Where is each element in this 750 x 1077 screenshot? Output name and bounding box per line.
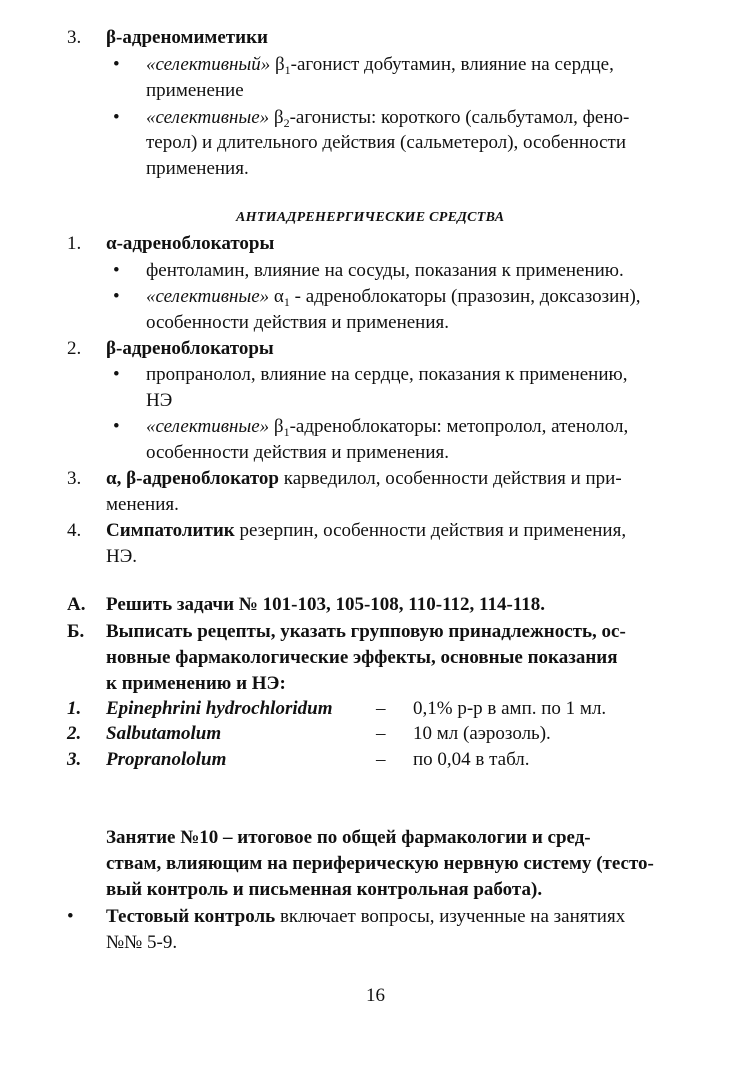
bullet-text: фентоламин, влияние на сосуды, показания к применению. [146, 260, 624, 281]
rx-dash: – [376, 698, 386, 719]
page-number: 16 [366, 985, 385, 1006]
task-text-cont: к применению и НЭ: [106, 673, 286, 694]
item-text: Симпатолитик резерпин, особенности действия и применения, [106, 520, 627, 541]
bullet-text: пропранолол, влияние на сердце, показания к применению, [146, 364, 628, 385]
section-title: β-адреномиметики [106, 27, 268, 48]
bullet-text: «селективные» $\beta_1$-адреноблокаторы: метопролол, атенолол, [146, 416, 629, 439]
bullet-text-cont: особенности действия и применения. [146, 442, 449, 463]
rx-dose: 0,1% р-р в амп. по 1 мл. [413, 698, 607, 719]
item-number: 2. [67, 338, 82, 359]
rx-drug-name: Propranololum [106, 749, 227, 770]
task-text-cont: новные фармакологические эффекты, основные показания [106, 647, 618, 668]
bullet-text-cont: НЭ [146, 390, 173, 411]
bullet-text-cont: применение [146, 80, 244, 101]
bullet-icon: • [113, 107, 120, 128]
item-title: α-адреноблокаторы [106, 233, 275, 254]
rx-dose: 10 мл (аэрозоль). [413, 723, 551, 744]
item-title: β-адреноблокаторы [106, 338, 274, 359]
bullet-text-cont: особенности действия и применения. [146, 312, 449, 333]
bullet-text-cont: №№ 5-9. [106, 932, 178, 953]
rx-number: 2. [67, 723, 82, 744]
bullet-text: Тестовый контроль включает вопросы, изученные на занятиях [106, 906, 626, 927]
lesson-title-cont: вый контроль и письменная контрольная работа). [106, 879, 543, 900]
bullet-text-cont: терол) и длительного действия (сальметерол), особенности [146, 132, 626, 153]
bullet-icon: • [113, 54, 120, 75]
lesson-title-cont: ствам, влияющим на периферическую нервную систему (тесто- [106, 853, 654, 874]
item-number: 4. [67, 520, 82, 541]
rx-dash: – [376, 749, 386, 770]
rx-drug-name: Epinephrini hydrochloridum [106, 698, 333, 719]
task-letter: А. [67, 594, 86, 615]
rx-number: 1. [67, 698, 82, 719]
task-text: Выписать рецепты, указать групповую принадлежность, ос- [106, 621, 626, 642]
item-text: α, β-адреноблокатор карведилол, особенности действия и при- [106, 468, 622, 489]
bullet-icon: • [113, 416, 120, 437]
item-text-cont: НЭ. [106, 546, 138, 567]
bullet-text: «селективный» $\beta_1$-агонист добутамин, влияние на сердце, [146, 54, 614, 77]
bullet-text: «селективные» $\alpha_1$ - адреноблокаторы (празозин, доксазозин), [146, 286, 641, 309]
section-header: АНТИАДРЕНЕРГИЧЕСКИЕ СРЕДСТВА [236, 210, 505, 225]
rx-dose: по 0,04 в табл. [413, 749, 530, 770]
item-number: 1. [67, 233, 82, 254]
task-letter: Б. [67, 621, 85, 642]
rx-dash: – [376, 723, 386, 744]
bullet-text: «селективные» $\beta_2$-агонисты: короткого (сальбутамол, фено- [146, 107, 630, 130]
item-number: 3. [67, 468, 82, 489]
item-text-cont: менения. [106, 494, 179, 515]
bullet-icon: • [113, 260, 120, 281]
rx-number: 3. [67, 749, 82, 770]
lesson-title: Занятие №10 – итоговое по общей фармакологии и сред- [106, 827, 591, 848]
item-number: 3. [67, 27, 82, 48]
bullet-icon: • [113, 286, 120, 307]
bullet-icon: • [113, 364, 120, 385]
bullet-icon: • [67, 906, 74, 927]
task-text: Решить задачи № 101-103, 105-108, 110-112, 114-118. [106, 594, 546, 615]
bullet-text-cont: применения. [146, 158, 249, 179]
rx-drug-name: Salbutamolum [106, 723, 222, 744]
